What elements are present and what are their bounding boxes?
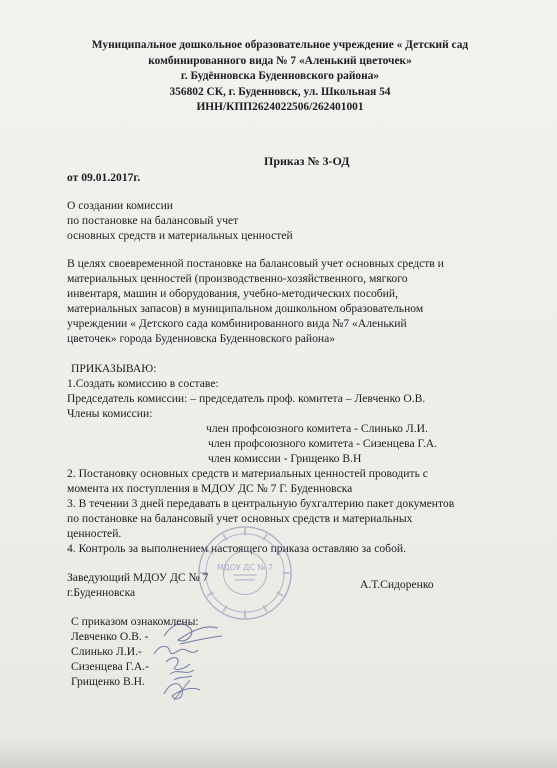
- acquainted-person: Сизенцева Г.А.-: [71, 660, 150, 673]
- order-item-3-line: по постановке на балансовый учет основных средств и материальных: [67, 512, 413, 525]
- acquainted-person: Левченко О.В. -: [71, 630, 149, 643]
- order-item-3-line: ценностей.: [67, 527, 122, 540]
- commission-member: член профсоюзного комитета - Сизенцева Г.А.: [208, 437, 438, 450]
- signer-city: г.Буденновска: [67, 586, 136, 599]
- preamble-line: цветочек» города Буденновска Буденновского района»: [67, 332, 336, 345]
- stamp-center-text: МДОУ ДС № 7: [217, 563, 273, 573]
- subject-line: О создании комиссии: [67, 199, 174, 212]
- commission-member: член профсоюзного комитета - Слинько Л.И.: [206, 422, 428, 435]
- subject-line: основных средств и материальных ценностей: [67, 229, 293, 242]
- header-line: Муниципальное дошкольное образовательное учреждение « Детский сад: [91, 39, 469, 51]
- order-item-2-line: момента их поступления в МДОУ ДС № 7 Г. Буденновска: [67, 482, 353, 495]
- acquainted-person: Слинько Л.И.-: [71, 645, 142, 658]
- signer-name: А.Т.Сидоренко: [360, 578, 434, 591]
- subject-line: по постановке на балансовый учет: [67, 214, 239, 227]
- signature-grishchenko: [160, 676, 204, 706]
- order-item-3-line: 3. В течении 3 дней передавать в центральную бухгалтерию пакет документов: [67, 497, 455, 510]
- header-line: ИНН/КПП2624022506/262401001: [196, 101, 364, 114]
- order-item-2-line: 2. Постановку основных средств и материальных ценностей проводить с: [67, 467, 428, 480]
- header-line: г. Будённовска Буденновского района»: [180, 70, 380, 83]
- preamble-line: материальных запасов) в муниципальном дошкольном образовательном: [67, 302, 424, 315]
- order-date: от 09.01.2017г.: [67, 171, 141, 184]
- commission-chair: Председатель комиссии: – председатель проф. комитета – Левченко О.В.: [67, 392, 426, 405]
- order-title: Приказ № 3-ОД: [264, 154, 350, 168]
- signer-position: Заведующий МДОУ ДС № 7: [67, 571, 209, 584]
- commission-member: член комиссии - Грищенко В.Н: [208, 452, 362, 465]
- members-label: Члены комиссии:: [67, 407, 153, 420]
- header-line: 356802 СК, г. Буденновск, ул. Школьная 54: [169, 85, 391, 98]
- preamble-line: материальных ценностей (производственно-хозяйственного, мягкого: [67, 272, 408, 285]
- header-line: комбинированного вида № 7 «Аленький цветочек»: [148, 54, 412, 67]
- order-item-4: 4. Контроль за выполнением настоящего приказа оставляю за собой.: [67, 542, 406, 555]
- stamp-icon: [196, 524, 294, 622]
- organization-stamp: [196, 524, 294, 622]
- preamble-line: учреждении « Детского сада комбинированного вида №7 «Аленький: [67, 317, 407, 330]
- preamble-line: инвентаря, машин и оборудования, учебно-методических пособий,: [67, 287, 398, 300]
- acquainted-person: Грищенко В.Н.: [71, 675, 145, 688]
- organization-header: [40, 38, 520, 116]
- preamble-line: В целях своевременной постановке на балансовый учет основных средств и: [67, 257, 444, 270]
- order-item-1: 1.Создать комиссию в составе:: [67, 377, 219, 390]
- orders-heading: ПРИКАЗЫВАЮ:: [71, 362, 157, 375]
- acquainted-label: С приказом ознакомлены:: [71, 615, 199, 628]
